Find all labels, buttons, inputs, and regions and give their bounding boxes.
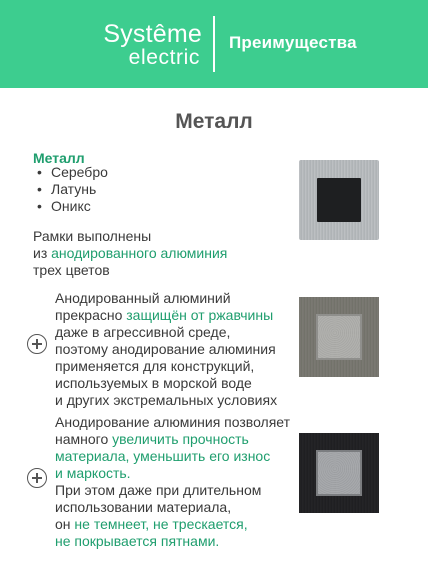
highlight-text: анодированного алюминия [51,245,228,261]
text-line: Анодирование алюминия позволяет [55,414,291,430]
text-line: трех цветов [33,262,110,278]
text-line [33,245,273,262]
header-title: Преимущества [229,33,357,52]
text-line [55,516,300,533]
color-list [33,164,108,215]
advantage-1-text [55,290,300,409]
header-bar [0,0,428,88]
highlight-text: материала, уменьшить его износ [55,448,271,464]
text-line [55,307,300,324]
highlight-text: увеличить прочность [112,431,249,447]
text-fragment: из [33,245,52,261]
switch-key [316,450,362,496]
advantage-2-text [55,414,300,550]
plus-circle-icon [27,334,47,354]
text-line [55,431,300,448]
list-item: • Серебро [33,164,108,181]
frames-description [33,228,273,279]
highlight-text: не покрывается пятнами. [55,533,220,549]
text-line: Рамки выполнены [33,228,152,244]
brass-frame-image [299,297,379,377]
list-item: • Оникс [33,198,108,215]
brand-logo [68,20,202,70]
logo-bottom-text: electric [128,46,200,69]
text-line: применяется для конструкций, [55,358,255,374]
text-line: Анодированный алюминий [55,290,231,306]
text-fragment: прекрасно [55,307,127,323]
text-line: даже в агрессивной среде, [55,324,231,340]
onyx-frame-image [299,433,379,513]
text-line: используемых в морской воде [55,375,252,391]
highlight-text: не темнеет, не трескается, [74,516,248,532]
header-divider [213,16,215,72]
page-title: Металл [175,110,253,133]
highlight-text: и маркость. [55,465,131,481]
highlight-text: защищён от ржавчины [126,307,274,323]
text-fragment: намного [55,431,113,447]
text-fragment: он [55,516,75,532]
text-line: и других экстремальных условиях [55,392,278,408]
plus-circle-icon [27,468,47,488]
switch-key [317,178,361,222]
list-item: • Латунь [33,181,108,198]
switch-key [316,314,362,360]
silver-frame-image [299,160,379,240]
text-line: При этом даже при длительном [55,482,262,498]
text-line: поэтому анодирование алюминия [55,341,276,357]
logo-top-text: Systême [103,20,202,48]
metal-section-title: Металл [33,150,85,166]
text-line: использовании материала, [55,499,232,515]
